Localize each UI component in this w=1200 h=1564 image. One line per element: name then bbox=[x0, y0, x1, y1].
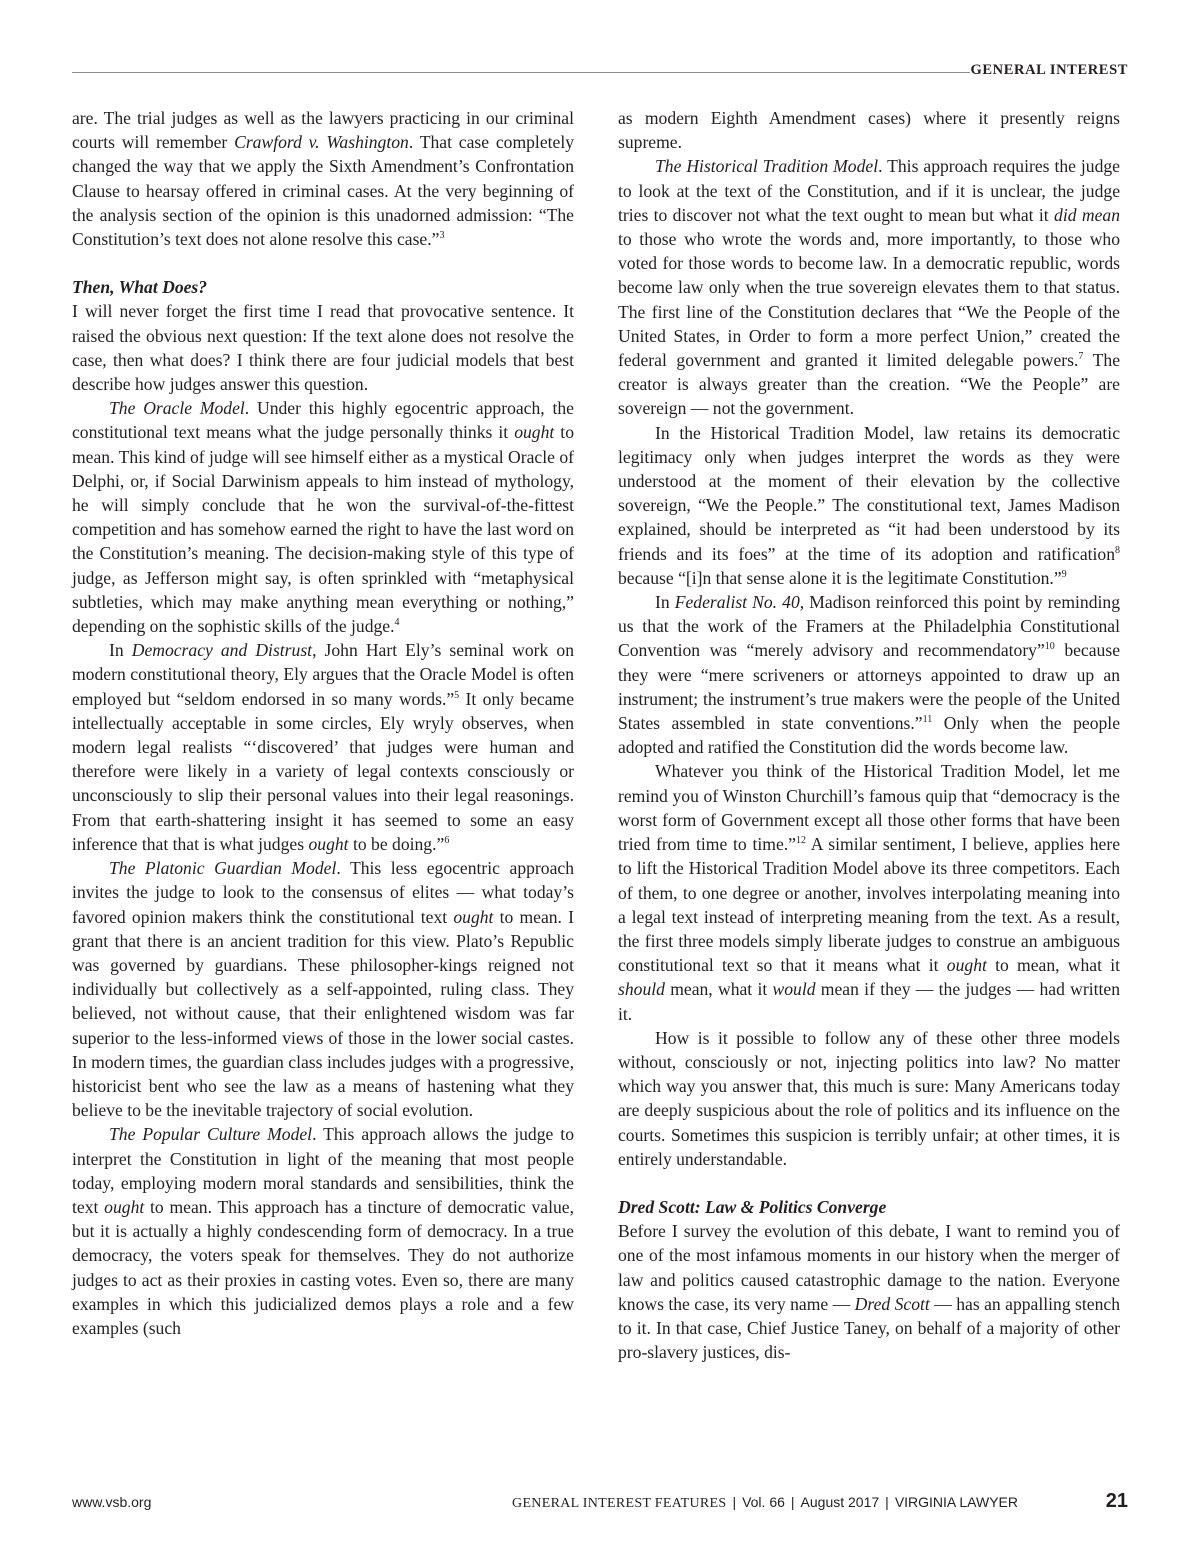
section-heading: Then, What Does? bbox=[72, 277, 208, 298]
footer-volume: Vol. 66 bbox=[742, 1494, 785, 1510]
footnote-ref[interactable]: 5 bbox=[454, 689, 460, 701]
page-number: 21 bbox=[1105, 1490, 1128, 1512]
footnote-ref[interactable]: 6 bbox=[444, 834, 450, 846]
paragraph: I will never forget the first time I read that provocative sentence. It raised the obvious next question: If the text alone does not resolve the case, then what does? I think there are four judicial models that best describe how judges answer this question. bbox=[72, 301, 574, 395]
footnote-ref[interactable]: 8 bbox=[1115, 544, 1120, 556]
footnote-ref[interactable]: 10 bbox=[1044, 641, 1055, 653]
header-rule bbox=[72, 72, 970, 73]
paragraph: In the Historical Tradition Model, law retains its democratic legitimacy only when judges interpret the words as they were understood at the moment of their elevation by the collective sovereign, “We the People.” The constitutional text, James Madison explained, should be interpreted as “it had been understood by its friends and its foes” at the time of its adoption and ratification$^8$ because “[i]n that sense alone it is the legitimate Constitution.”$^9$ bbox=[618, 422, 1120, 588]
footer-date: August 2017 bbox=[800, 1494, 880, 1510]
footnote-ref[interactable]: 4 bbox=[394, 617, 400, 629]
paragraph: The Oracle Model. Under this highly egocentric approach, the constitutional text means what the judge personally thinks it ought to mean. This kind of judge will see himself either as a mystical Oracle of Delphi, or, if Social Darwinism appeals to him instead of mythology, he will simply conclude that he won the survival-of-the-fittest competition and has somehow earned the right to have the last word on the Constitution’s meaning. The decision-making style of this type of judge, as Jefferson might say, is often sprinkled with “metaphysical subtleties, which may make anything mean everything or nothing,” depending on the sophistic skills of the judge.$^4$ bbox=[72, 398, 574, 637]
paragraph: In Federalist No. 40, Madison reinforced this point by reminding us that the work of the Framers at the Philadelphia Constitutional Convention was “merely advisory and recommendatory”$^{10}$ because they were “mere scriveners or attorneys appointed to draw up an instrument; the instrument’s true makers were the people of the United States assembled in state conventions.”$^{11}$ Only when the people adopted and ratified the Constitution did the words become law. bbox=[618, 592, 1121, 758]
section-heading: Dred Scott: Law & Politics Converge bbox=[618, 1196, 887, 1217]
paragraph: How is it possible to follow any of these other three models without, consciously or not, injecting politics into law? No matter which way you answer that, this much is sure: Many Americans today are deeply suspicious about the role of politics and its influence on the courts. Sometimes this suspicion is terribly unfair; at other times, it is entirely understandable. bbox=[618, 1027, 1120, 1169]
right-column bbox=[618, 106, 1120, 1364]
footnote-ref[interactable]: 12 bbox=[795, 835, 806, 847]
paragraph: The Popular Culture Model. This approach allows the judge to interpret the Constitution in light of the meaning that most people today, employing modern moral standards and sensibilities, think the text ought to mean. This approach has a tincture of democratic value, but it is actually a highly condescending form of democracy. In a true democracy, the voters speak for themselves. They do not authorize judges to act as their proxies in casting votes. Even so, there are many examples in which this judicialized demos plays a role and a few examples (such bbox=[72, 1124, 575, 1338]
paragraph: The Historical Tradition Model. This approach requires the judge to look at the text of the Constitution, and if it is unclear, the judge tries to discover not what the text ought to mean but what it did mean to those who wrote the words and, more importantly, to those who voted for those words to become law. In a democratic republic, words become law only when the true sovereign elevates them to that status. The first line of the Constitution declares that “We the People of the United States, in Order to form a more perfect Union,” created the federal government and granted it limited delegable powers.$^7$ The creator is always greater than the creation. “We the People” are sovereign — not the government. bbox=[618, 156, 1120, 419]
paragraph: In Democracy and Distrust, John Hart Ely’s seminal work on modern constitutional theory, Ely argues that the Oracle Model is often employed but “seldom endorsed in so many words.”$^5$ It only became intellectually acceptable in some circles, Ely wryly observes, when modern legal realists “‘discovered’ that judges were human and therefore were likely in a variety of legal contexts consciously or unconsciously to slip their personal values into their legal reasonings. From that earth-shattering insight it has seemed to some an easy inference that that is what judges ought to be doing.”$^6$ bbox=[72, 640, 575, 854]
footnote-ref[interactable]: 3 bbox=[439, 230, 445, 242]
footnote-ref[interactable]: 9 bbox=[1061, 568, 1067, 580]
paragraph: The Platonic Guardian Model. This less egocentric approach invites the judge to look to the consensus of elites — what today’s favored opinion makers think the constitutional text ought to mean. I grant that there is an ancient tradition for this view. Plato’s Republic was governed by guardians. These philosopher-kings reigned not individually but collectively as a self-appointed, ruling class. They believed, not without cause, that their enlightened wisdom was far superior to the less-informed views of those in the lower social castes. In modern times, the guardian class includes judges with a progressive, historicist bent who see the law as a means of hastening what they believe to be the inevitable trajectory of social evolution. bbox=[72, 858, 574, 1121]
footer-separator: | bbox=[732, 1494, 737, 1510]
footer-separator: | bbox=[790, 1494, 795, 1510]
footer-section: GENERAL INTEREST FEATURES bbox=[512, 1496, 727, 1511]
paragraph: Whatever you think of the Historical Tradition Model, let me remind you of Winston Churchill’s famous quip that “democracy is the worst form of Government except all those other forms that have been tried from time to time.”$^{12}$ A similar sentiment, I believe, applies here to lift the Historical Tradition Model above its three competitors. Each of them, to one degree or another, involves interpolating meaning into a legal text instead of interpreting meaning from the text. As a result, the first three models simply liberate judges to construe an ambiguous constitutional text so that it means what it ought to mean, what it should mean, what it would mean if they — the judges — had written it. bbox=[618, 761, 1121, 1024]
paragraph: are. The trial judges as well as the lawyers practicing in our criminal courts will remember Crawford v. Washington. That case completely changed the way that we apply the Sixth Amendment’s Confrontation Clause to hearsay offered in criminal cases. At the very beginning of the analysis section of the opinion is this unadorned admission: “The Constitution’s text does not alone resolve this case.”$^3$ bbox=[72, 108, 575, 250]
footer-url-link[interactable]: www.vsb.org bbox=[72, 1494, 152, 1510]
footnote-ref[interactable]: 7 bbox=[1078, 351, 1084, 363]
footer-info bbox=[512, 1494, 1018, 1512]
footer-separator: | bbox=[885, 1494, 889, 1510]
footnote-ref[interactable]: 11 bbox=[922, 714, 933, 726]
paragraph: Before I survey the evolution of this debate, I want to remind you of one of the most infamous moments in our history when the merger of law and politics caused catastrophic damage to the nation. Everyone knows the case, its very name — Dred Scott — has an appalling stench to it. In that case, Chief Justice Taney, on behalf of a majority of other pro-slavery justices, dis- bbox=[618, 1221, 1120, 1363]
footer-magazine: VIRGINIA LAWYER bbox=[894, 1494, 1018, 1510]
left-column bbox=[72, 106, 574, 1340]
section-label: GENERAL INTEREST bbox=[970, 62, 1128, 78]
paragraph: as modern Eighth Amendment cases) where it presently reigns supreme. bbox=[618, 108, 1120, 153]
